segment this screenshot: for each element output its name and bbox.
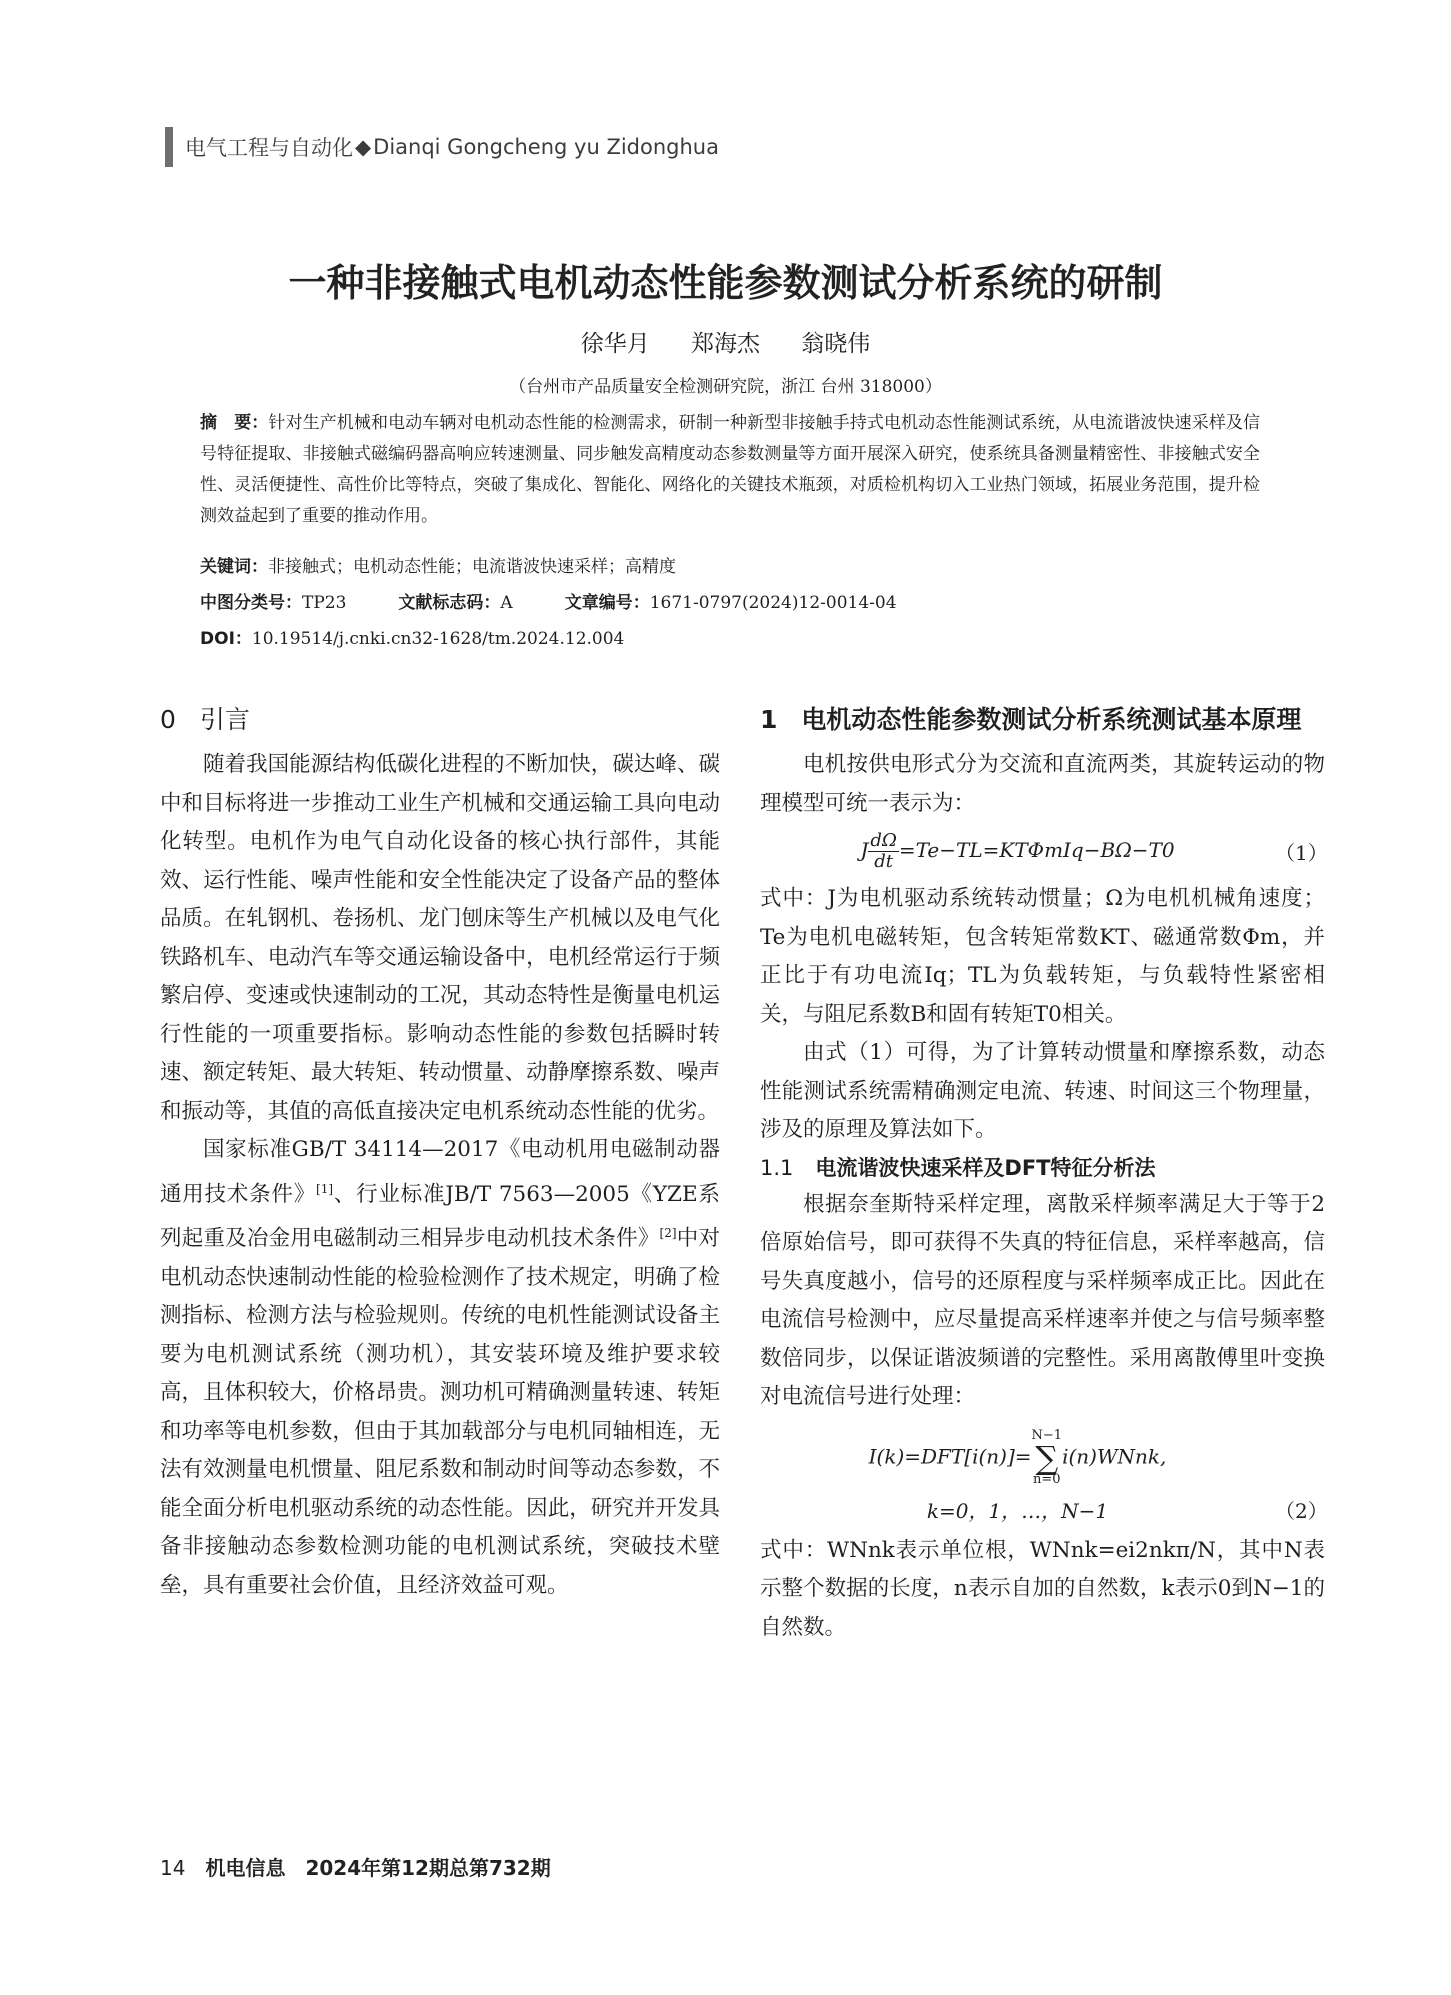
dft-paragraph-2: 式中：WNnk表示单位根，WNnk=ei2nkπ/N，其中N表示整个数据的长度，n表示自加的自然数，k表示0到N−1的自然数。 [760,1537,1325,1640]
equation-1 [760,830,1328,872]
classification-row [200,588,897,613]
subsection-title: 电流谐波快速采样及DFT特征分析法 [815,1155,1156,1180]
eq1-number: （1） [1275,841,1328,865]
section-0-heading [160,700,720,740]
right-column [760,700,1328,1647]
subsection-number: 1.1 [760,1155,794,1180]
clc-label: 中图分类号： [200,593,302,613]
diamond-icon: ◆ [355,135,372,159]
keywords-label: 关键词： [200,557,268,577]
equation-2 [760,1429,1325,1487]
section-1-heading [760,700,1325,740]
section-category: 电气工程与自动化 [185,136,353,160]
abstract [200,408,1260,532]
section-pinyin: Dianqi Gongcheng yu Zidonghua [373,135,719,159]
doi [200,624,624,649]
dft-paragraph-1: 根据奈奎斯特采样定理，离散采样频率满足大于等于2倍原始信号，即可获得不失真的特征信息，采样率越高，信号失真度越小，信号的还原程度与采样频率成正比。因此在电流信号检测中，应尽量提高采样速率并使之与信号频率整数倍同步，以保证谐波频谱的完整性。采用离散傅里叶变换对电流信号进行处理： [760,1191,1325,1409]
left-column [160,700,720,1605]
citation-1: [1] [316,1181,334,1196]
eq2-sum-upper: N−1 [1031,1427,1063,1443]
intro-paragraph-1: 随着我国能源结构低碳化进程的不断加快，碳达峰、碳中和目标将进一步推动工业生产机械和交通运输工具向电动化转型。电机作为电气自动化设备的核心执行部件，其能效、运行性能、噪声性能和安全性能决定了设备产品的整体品质。在轧钢机、卷扬机、龙门刨床等生产机械以及电气化铁路机车、电动汽车等交通运输设备中，电机经常运行于频繁启停、变速或快速制动的工况，其动态特性是衡量电机运行性能的一项重要指标。影响动态性能的参数包括瞬时转速、额定转矩、最大转矩、转动惯量、动静摩擦系数、噪声和振动等，其值的高低直接决定电机系统动态性能的优劣。 [160,752,720,1124]
keywords-text: 非接触式；电机动态性能；电流谐波快速采样；高精度 [268,557,676,577]
authors: 徐华月 郑海杰 翁晓伟 [580,331,871,357]
article-no-value: 1671-0797(2024)12-0014-04 [649,593,897,613]
journal-issue: 机电信息 2024年第12期总第732期 [205,1856,551,1880]
eq2-rhs: i(n)WNnk, [1062,1444,1167,1468]
text-run: 、行业标准JB/T 7563—2005《YZE系列起重及冶金用电磁制动三相异步电动机技术条件》 [160,1181,720,1252]
clc-value: TP23 [302,593,347,613]
journal-section-header [165,127,719,167]
page-footer [160,1852,551,1881]
doc-code-label: 文献标志码： [398,593,501,613]
section-1-1-heading [760,1150,1325,1186]
abstract-text: 针对生产机械和电动车辆对电机动态性能的检测需求，研制一种新型非接触手持式电机动态性能测试系统，从电流谐波快速采样及信号特征提取、非接触式磁编码器高响应转速测量、同步触发高精度动态参数测量等方面开展深入研究，使系统具备测量精密性、非接触式安全性、灵活便捷性、高性价比等特点，突破了集成化、智能化、网络化的关键技术瓶颈，对质检机构切入工业热门领域，拓展业务范围，提升检测效益起到了重要的推动作用。 [200,413,1261,526]
intro-paragraph-2 [160,1131,720,1605]
sigma-icon: N−1 ∑ n=0 [1031,1427,1063,1487]
principle-paragraph-2: 式中：J为电机驱动系统转动惯量；Ω为电机机械角速度；Te为电机电磁转矩，包含转矩常数KT、磁通常数Φm，并正比于有功电流Iq；TL为负载转矩，与负载特性紧密相关，与阻尼系数B和固有转矩T0相关。 [760,886,1325,1027]
affiliation: （台州市产品质量安全检测研究院，浙江 台州 318000） [509,377,942,397]
doi-label: DOI： [200,629,252,649]
section-number: 1 [760,705,778,734]
eq1-numerator: dΩ [870,830,897,851]
eq2-lhs: I(k)=DFT[i(n)]= [868,1444,1032,1468]
eq1-fraction [868,831,898,872]
principle-paragraph-1: 电机按供电形式分为交流和直流两类，其旋转运动的物理模型可统一表示为： [760,752,1325,816]
text-run: 国家标准GB/T 34114—2017《电动机用电磁制动器通用技术条件》 [160,1137,720,1207]
principle-paragraph-3: 由式（1）可得，为了计算转动惯量和摩擦系数，动态性能测试系统需精确测定电流、转速、时间这三个物理量，涉及的原理及算法如下。 [760,1040,1325,1142]
doc-code-value: A [500,593,513,613]
section-title: 电机动态性能参数测试分析系统测试基本原理 [801,705,1302,734]
eq1-inertia-symbol: J [860,838,869,862]
doi-value: 10.19514/j.cnki.cn32-1628/tm.2024.12.004 [251,629,625,649]
eq2-sum-lower: n=0 [1033,1471,1061,1487]
section-number: 0 [160,705,176,734]
eq1-denominator: dt [874,851,894,872]
text-run: 中对电机动态快速制动性能的检验检测作了技术规定，明确了检测指标、检测方法与检验规则。传统的电机性能测试设备主要为电机测试系统（测功机），其安装环境及维护要求较高，且体积较大，价格昂贵。测功机可精确测量转速、转矩和功率等电机参数，但由于其加载部分与电机同轴相连，无法有效测量电机惯量、阻尼系数和制动时间等动态参数，不能全面分析电机驱动系统的动态性能。因此，研究并开发具备非接触动态参数检测功能的电机测试系统，突破技术壁垒，具有重要社会价值，且经济效益可观。 [160,1226,720,1598]
eq2-number: （2） [1275,1498,1328,1523]
section-title: 引言 [199,705,250,734]
paper-title: 一种非接触式电机动态性能参数测试分析系统的研制 [288,261,1163,305]
eq2-range: k=0，1，…，N−1 [926,1498,1109,1523]
citation-2: [2] [659,1226,677,1241]
keywords [200,552,676,577]
abstract-label: 摘 要： [200,413,269,433]
page-number: 14 [160,1856,186,1880]
equation-2-range [760,1495,1328,1524]
eq1-rhs: =Te−TL=KTΦmIq−BΩ−T0 [898,838,1175,862]
article-no-label: 文章编号： [564,593,650,613]
